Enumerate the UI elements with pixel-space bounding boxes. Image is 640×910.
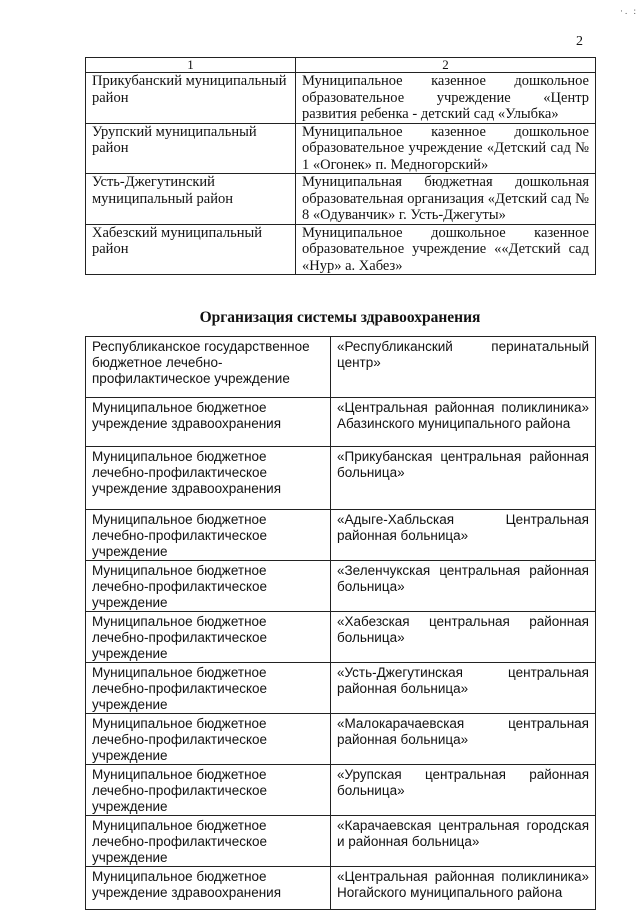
table-row xyxy=(86,337,596,398)
table-row xyxy=(86,73,596,124)
institution-type-cell: Муниципальное бюджетное лечебно-профилактическое учреждение xyxy=(86,714,331,765)
table-header-row xyxy=(86,58,596,73)
institution-name-cell: «Адыге-Хабльская Центральная районная больница» xyxy=(331,510,596,561)
healthcare-table xyxy=(85,336,596,910)
institution-type-cell: Муниципальное бюджетное лечебно-профилактическое учреждение здравоохранения xyxy=(86,447,331,510)
institution-name-cell: «Зеленчукская центральная районная больница» xyxy=(331,561,596,612)
institution-type-cell: Муниципальное бюджетное учреждение здравоохранения xyxy=(86,867,331,910)
column-number-2: 2 xyxy=(296,58,596,73)
institution-cell: Муниципальное казенное дошкольное образовательное учреждение «Центр развития ребенка - детский сад «Улыбка» xyxy=(296,73,596,124)
institution-type-cell: Муниципальное бюджетное лечебно-профилактическое учреждение xyxy=(86,510,331,561)
institution-name-cell: «Усть-Джегутинская центральная районная больница» xyxy=(331,663,596,714)
table-row xyxy=(86,447,596,510)
table-row xyxy=(86,765,596,816)
section-title: Организация системы здравоохранения xyxy=(199,309,481,326)
institution-cell: Муниципальное дошкольное казенное образовательное учреждение ««Детский сад «Нур» а. Хабез» xyxy=(296,224,596,275)
district-cell: Урупский муниципальный район xyxy=(86,123,296,174)
institution-type-cell: Муниципальное бюджетное лечебно-профилактическое учреждение xyxy=(86,561,331,612)
table-row xyxy=(86,867,596,910)
institution-type-cell: Муниципальное бюджетное лечебно-профилактическое учреждение xyxy=(86,765,331,816)
corner-mark: ·. : xyxy=(620,6,638,16)
institution-type-cell: Муниципальное бюджетное лечебно-профилактическое учреждение xyxy=(86,612,331,663)
table-row xyxy=(86,663,596,714)
table-row xyxy=(86,510,596,561)
institution-name-cell: «Прикубанская центральная районная больница» xyxy=(331,447,596,510)
table-row xyxy=(86,398,596,447)
table-row xyxy=(86,224,596,275)
institution-name-cell: «Республиканский перинатальный центр» xyxy=(331,337,596,398)
table-row xyxy=(86,714,596,765)
district-cell: Хабезский муниципальный район xyxy=(86,224,296,275)
institution-cell: Муниципальная бюджетная дошкольная образовательная организация «Детский сад № 8 «Одуванчик» г. Усть-Джегуты» xyxy=(296,174,596,225)
district-cell: Прикубанский муниципальный район xyxy=(86,73,296,124)
institution-name-cell: «Центральная районная поликлиника» Абазинского муниципального района xyxy=(331,398,596,447)
page-number: 2 xyxy=(576,34,583,49)
institution-name-cell: «Хабезская центральная районная больница» xyxy=(331,612,596,663)
institution-name-cell: «Центральная районная поликлиника» Ногайского муниципального района xyxy=(331,867,596,910)
district-cell: Усть-Джегутинский муниципальный район xyxy=(86,174,296,225)
districts-education-table xyxy=(85,57,596,275)
column-number-1: 1 xyxy=(86,58,296,73)
table-row xyxy=(86,561,596,612)
table-row xyxy=(86,174,596,225)
table-row xyxy=(86,612,596,663)
table-row xyxy=(86,816,596,867)
institution-name-cell: «Малокарачаевская центральная районная больница» xyxy=(331,714,596,765)
table-row xyxy=(86,123,596,174)
institution-name-cell: «Урупская центральная районная больница» xyxy=(331,765,596,816)
institution-type-cell: Муниципальное бюджетное лечебно-профилактическое учреждение xyxy=(86,663,331,714)
institution-type-cell: Республиканское государственное бюджетное лечебно-профилактическое учреждение xyxy=(86,337,331,398)
institution-type-cell: Муниципальное бюджетное лечебно-профилактическое учреждение xyxy=(86,816,331,867)
institution-name-cell: «Карачаевская центральная городская и районная больница» xyxy=(331,816,596,867)
institution-cell: Муниципальное казенное дошкольное образовательное учреждение «Детский сад № 1 «Огонек» п. Медногорский» xyxy=(296,123,596,174)
institution-type-cell: Муниципальное бюджетное учреждение здравоохранения xyxy=(86,398,331,447)
